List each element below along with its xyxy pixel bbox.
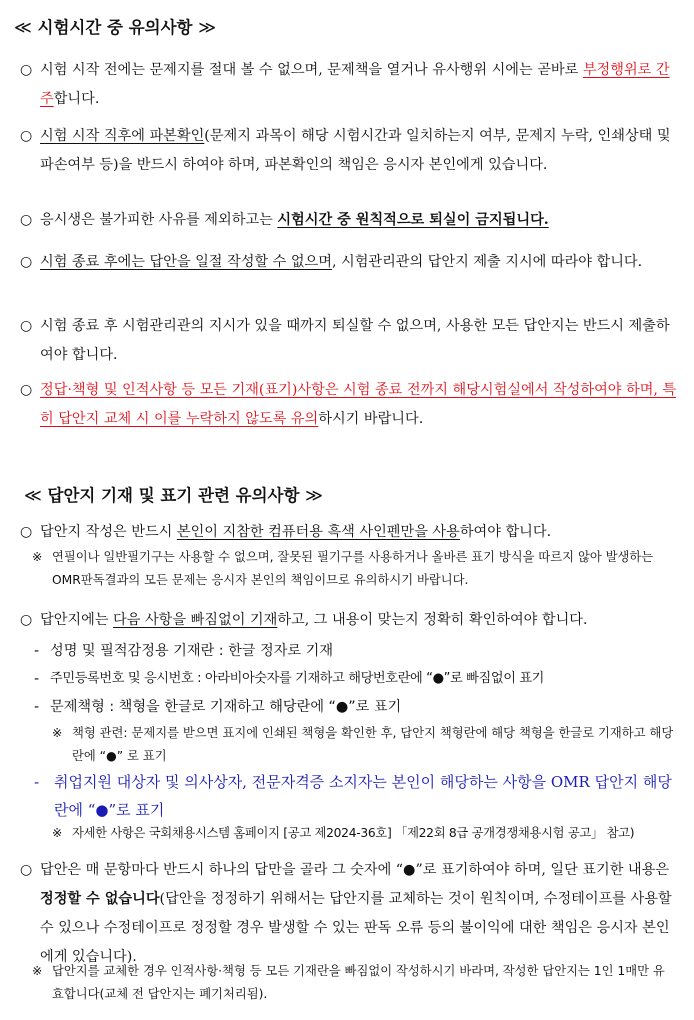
text-run: 하여야 합니다. xyxy=(459,524,552,540)
note-text: 답안지를 교체한 경우 인적사항·책형 등 모든 기재란을 빠짐없이 작성하시기 바라며, 작성한 답안지는 1인 1매만 유효합니다(교체 전 답안지는 폐기처리됨). xyxy=(52,964,665,1001)
bullet-icon: ○ xyxy=(20,128,33,144)
s2-note-4 xyxy=(32,960,674,1006)
dash-mark: - xyxy=(34,773,40,791)
note-mark: ※ xyxy=(52,726,63,740)
text-run: 시험시간 중 원칙적으로 퇴실이 금지됩니다. xyxy=(277,212,549,228)
item-text xyxy=(40,312,678,370)
note-text: 책형 관련: 문제지를 받으면 표지에 인쇄된 책형을 확인한 후, 답안지 책형란에 해당 책형을 한글로 기재하고 해당란에 “●” 로 표기 xyxy=(72,726,674,763)
item-text xyxy=(40,206,678,235)
text-run: 부정행위로 간주 xyxy=(40,62,670,107)
item-text xyxy=(40,376,678,434)
text-run: 하고, 그 내용이 맞는지 정확히 확인하여야 합니다. xyxy=(277,612,588,628)
text-run: (문제지 과목이 해당 시험시간과 일치하는지 여부, 문제지 누락, 인쇄상태 및 파손여부 등)을 반드시 하여야 하며, 파본확인의 책임은 응시자 본인에게 있습니다. xyxy=(40,128,671,173)
dash-mark: - xyxy=(34,643,40,659)
s2-note-1 xyxy=(32,546,674,592)
bullet-icon: ○ xyxy=(20,612,33,628)
title-close-bracket: ≫ xyxy=(198,18,217,38)
text-run: 정정할 수 없습니다 xyxy=(40,891,160,907)
s1-item-5 xyxy=(20,312,678,370)
bullet-icon: ○ xyxy=(20,62,33,78)
bullet-icon: ○ xyxy=(20,862,33,878)
s1-item-4 xyxy=(20,248,678,277)
text-run: 답안지 작성은 반드시 xyxy=(40,524,177,540)
section2-title xyxy=(24,482,323,506)
s2-dash-3 xyxy=(34,694,678,720)
title-open-bracket: ≪ xyxy=(14,18,32,38)
text-run: 답안지에는 xyxy=(40,612,114,628)
s1-item-2 xyxy=(20,122,678,180)
dash-mark: - xyxy=(34,671,40,687)
dash-text: 성명 및 필적감정용 기재란 : 한글 정자로 기재 xyxy=(50,643,334,659)
text-run: 시험 종료 후 시험관리관의 지시가 있을 때까지 퇴실할 수 없으며, 사용한 모든 답안지는 반드시 제출하여야 합니다. xyxy=(40,318,670,363)
s2-note-2 xyxy=(52,722,674,768)
s2-dash-4 xyxy=(34,768,678,824)
text-run: 본인이 지참한 컴퓨터용 흑색 사인펜만을 사용 xyxy=(176,524,460,540)
text-run: 하시기 바랍니다. xyxy=(318,411,424,427)
bullet-icon: ○ xyxy=(20,254,33,270)
text-run: 시험 시작 직후에 파본확인 xyxy=(40,128,205,144)
title-open-bracket: ≪ xyxy=(24,486,42,506)
section1-title xyxy=(14,14,216,38)
s1-item-1 xyxy=(20,56,678,114)
s1-item-6 xyxy=(20,376,678,434)
text-run: 합니다. xyxy=(53,91,100,107)
s2-item-3 xyxy=(20,856,678,972)
section2-title-text: 답안지 기재 및 표기 관련 유의사항 xyxy=(47,486,300,505)
dash-mark: - xyxy=(34,699,40,715)
text-run: (답안을 정정하기 위해서는 답안지를 교체하는 것이 원칙이며, 수정테이프를 사용할 수 있으나 수정테이프로 정정할 경우 발생할 수 있는 판독 오류 등의 불이익에 대한 책임은 응시자 본인에게 있습니다). xyxy=(40,891,672,965)
bullet-icon: ○ xyxy=(20,212,33,228)
text-run: 정답·책형 및 인적사항 등 모든 기재(표기)사항은 시험 종료 전까지 해당시험실에서 작성하여야 하며, 특히 답안지 교체 시 이를 누락하지 않도록 유의 xyxy=(40,382,677,427)
text-run: 다음 사항을 빠짐없이 기재 xyxy=(113,612,278,628)
s2-item-2 xyxy=(20,606,678,635)
item-text xyxy=(40,856,678,972)
bullet-icon: ○ xyxy=(20,382,33,398)
s1-item-3 xyxy=(20,206,678,235)
section1-title-text: 시험시간 중 유의사항 xyxy=(37,18,193,37)
item-text xyxy=(40,518,678,547)
dash-text: 취업지원 대상자 및 의사상자, 전문자격증 소지자는 본인이 해당하는 사항을 OMR 답안지 해당란에 “●”로 표기 xyxy=(54,773,672,819)
dash-text: 주민등록번호 및 응시번호 : 아라비아숫자를 기재하고 해당번호란에 “●”로 빠짐없이 표기 xyxy=(50,671,545,686)
s2-note-3 xyxy=(52,822,680,845)
item-text xyxy=(40,122,678,180)
text-run: 시험 시작 전에는 문제지를 절대 볼 수 없으며, 문제책을 열거나 유사행위 시에는 곧바로 xyxy=(40,62,583,78)
item-text xyxy=(40,56,678,114)
text-run: 응시생은 불가피한 사유를 제외하고는 xyxy=(40,212,278,228)
note-text: 자세한 사항은 국회채용시스템 홈페이지 [공고 제2024-36호] 「제22회 8급 공개경쟁채용시험 공고」 참고) xyxy=(72,826,635,840)
note-mark: ※ xyxy=(52,826,63,840)
title-close-bracket: ≫ xyxy=(305,486,323,506)
note-mark: ※ xyxy=(32,550,43,564)
item-text xyxy=(40,606,678,635)
s2-dash-2 xyxy=(34,666,682,692)
bullet-icon: ○ xyxy=(20,524,33,540)
s2-dash-1 xyxy=(34,638,678,664)
text-run: 답안은 매 문항마다 반드시 하나의 답만을 골라 그 숫자에 “●”로 표기하여야 하며, 일단 표기한 내용은 xyxy=(40,862,670,878)
dash-text: 문제책형 : 책형을 한글로 기재하고 해당란에 “●”로 표기 xyxy=(50,699,402,715)
text-run: , 시험관리관의 답안지 제출 지시에 따라야 합니다. xyxy=(331,254,643,270)
s2-item-1 xyxy=(20,518,678,547)
item-text xyxy=(40,248,678,277)
note-text: 연필이나 일반필기구는 사용할 수 없으며, 잘못된 필기구를 사용하거나 올바른 표기 방식을 따르지 않아 발생하는 OMR판독결과의 모든 문제는 응시자 본인의 책임이므로 유의하시기 바랍니다. xyxy=(52,550,654,587)
note-mark: ※ xyxy=(32,964,43,978)
bullet-icon: ○ xyxy=(20,318,33,334)
text-run: 시험 종료 후에는 답안을 일절 작성할 수 없으며 xyxy=(40,254,332,270)
